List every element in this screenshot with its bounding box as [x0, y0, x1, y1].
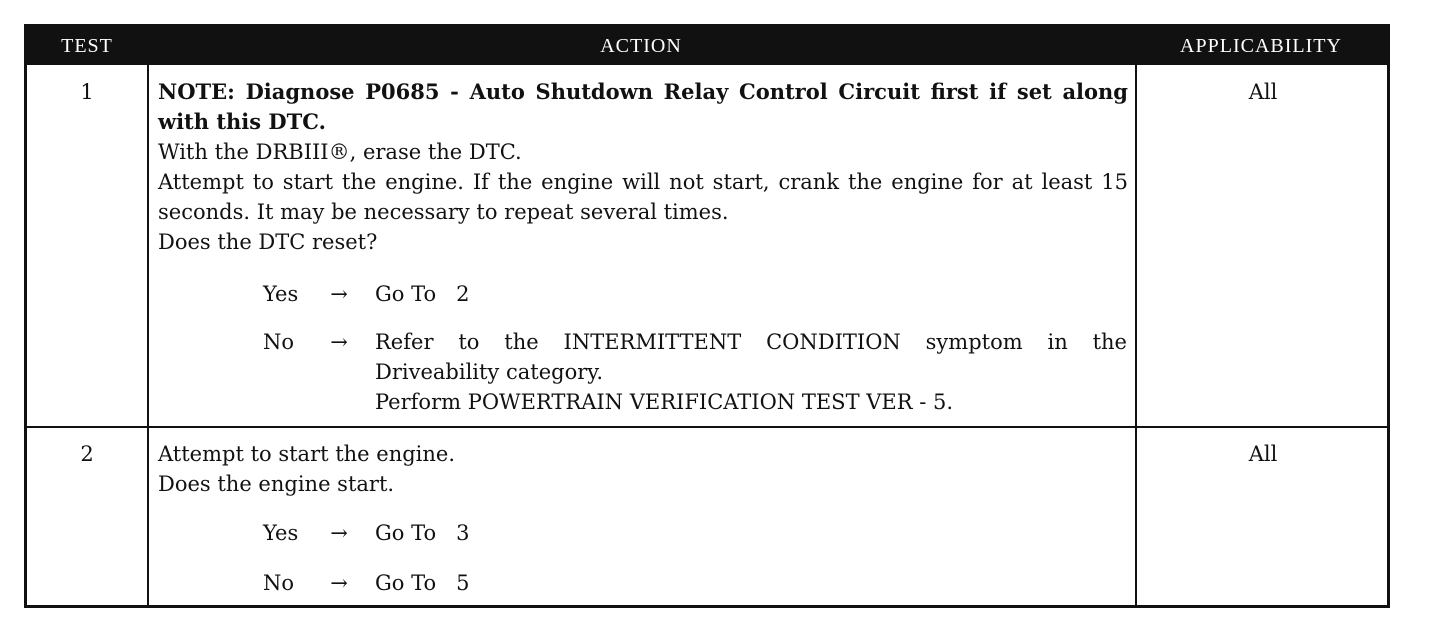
applicability-value: All [1248, 442, 1278, 466]
applicability-value: All [1248, 80, 1278, 104]
action-line: With the DRBIII®, erase the DTC. [158, 140, 522, 164]
outcome-label: Yes [263, 282, 299, 306]
row-divider [27, 426, 1387, 428]
action-line: Does the DTC reset? [158, 230, 378, 254]
outcome-text: Go To 2 [375, 282, 470, 306]
column-divider [1135, 65, 1137, 605]
outcome-text: Go To 5 [375, 571, 470, 595]
outcome-yes [263, 518, 1133, 548]
table-header [27, 27, 1387, 65]
outcome-text: Perform POWERTRAIN VERIFICATION TEST VER - 5. [375, 390, 954, 414]
outcome-text: Go To 3 [375, 521, 470, 545]
arrow-icon: → [330, 282, 348, 306]
diagnostic-test-table [24, 24, 1390, 608]
outcome-label: Yes [263, 521, 299, 545]
arrow-icon: → [330, 521, 348, 545]
arrow-icon: → [330, 571, 348, 595]
outcome-no [263, 568, 1133, 598]
outcome-yes [263, 279, 1133, 309]
action-text-block [158, 439, 1128, 499]
outcome-no [263, 327, 1133, 417]
action-text-block [158, 77, 1128, 257]
column-divider [147, 65, 149, 605]
header-applicability: APPLICABILITY [1180, 35, 1342, 57]
outcome-label: No [263, 330, 295, 354]
header-test: TEST [61, 35, 113, 57]
note-text: NOTE: Diagnose P0685 - Auto Shutdown Relay Control Circuit first if set along with this DTC. [158, 79, 1128, 134]
test-number: 2 [80, 442, 94, 466]
action-line: Attempt to start the engine. If the engine will not start, crank the engine for at least 15 seconds. It may be necessary to repeat several times. [158, 170, 1128, 224]
action-line: Attempt to start the engine. [158, 442, 456, 466]
header-action: ACTION [600, 35, 682, 57]
test-number: 1 [80, 80, 94, 104]
outcome-label: No [263, 571, 295, 595]
action-line: Does the engine start. [158, 472, 395, 496]
arrow-icon: → [330, 330, 348, 354]
outcome-text: Refer to the INTERMITTENT CONDITION symptom in the Driveability category. [375, 330, 1127, 384]
